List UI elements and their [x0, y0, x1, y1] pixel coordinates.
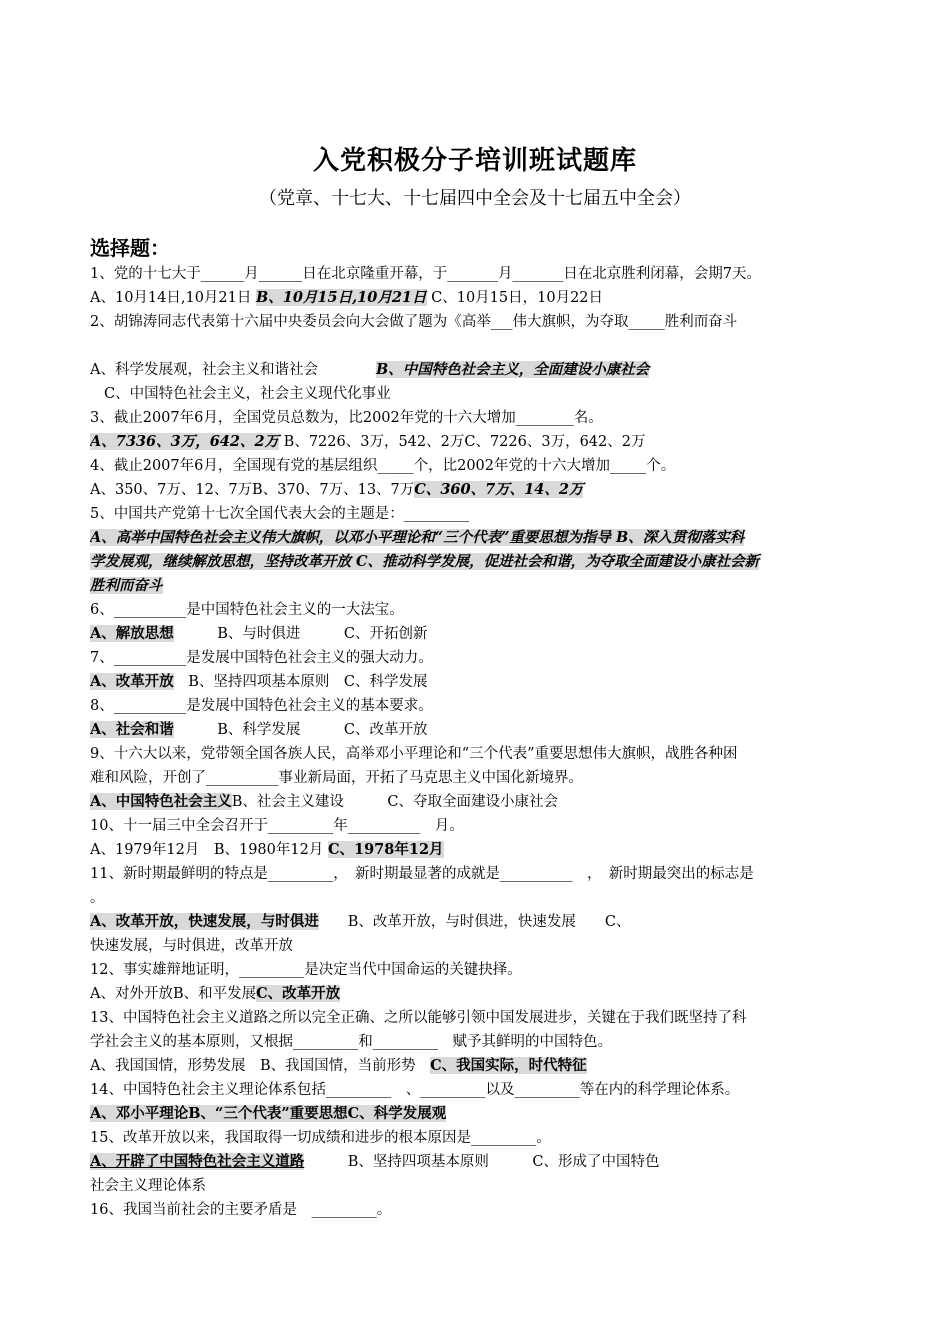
- text-segment: 12、事实雄辩地证明，_________是决定当代中国命运的关键抉择。: [90, 962, 522, 978]
- text-segment: 4、截止2007年6月，全国现有党的基层组织_____个，比2002年党的十六大增加_____个。: [90, 458, 676, 474]
- text-segment: C、10月15日，10月22日: [426, 290, 604, 306]
- text-line: [90, 958, 865, 982]
- text-segment: 快速发展，与时俱进，改革开放: [90, 938, 293, 954]
- text-segment: A、1979年12月 B、1980年12月: [90, 842, 328, 858]
- answer-highlight: 胜利而奋斗: [90, 577, 163, 594]
- text-line: [90, 430, 865, 454]
- text-line: [90, 574, 865, 598]
- answer-highlight: 学发展观，继续解放思想，坚持改革开放 C、推动科学发展，促进社会和谐，为夺取全面建设小康社会新: [90, 553, 760, 570]
- text-segment: 14、中国特色社会主义理论体系包括_________ 、_________以及_________等在内的科学理论体系。: [90, 1082, 740, 1098]
- text-line: [90, 502, 865, 526]
- text-line: [90, 1198, 865, 1222]
- text-segment: A、科学发展观，社会主义和谐社会: [90, 362, 376, 378]
- text-segment: 。: [90, 890, 105, 906]
- text-segment: 难和风险，开创了__________事业新局面，开拓了马克思主义中国化新境界。: [90, 770, 583, 786]
- text-line: [90, 934, 865, 958]
- text-line: [90, 478, 865, 502]
- answer-highlight: A、7336、3万，642、2万: [90, 433, 280, 450]
- answer-highlight: A、中国特色社会主义: [90, 793, 232, 810]
- text-line: [90, 1102, 865, 1126]
- text-line: [90, 1030, 865, 1054]
- question-list: [90, 262, 865, 1222]
- text-segment: B、7226、3万，542、2万C、7226、3万，642、2万: [279, 434, 646, 450]
- answer-highlight: C、改革开放: [256, 985, 341, 1002]
- answer-highlight: C、360、7万、14、2万: [414, 481, 584, 498]
- text-line: [90, 1006, 865, 1030]
- text-line: [90, 406, 865, 430]
- text-line: [90, 262, 865, 286]
- text-line: [90, 1078, 865, 1102]
- text-segment: 15、改革开放以来，我国取得一切成绩和进步的根本原因是_________。: [90, 1130, 551, 1146]
- text-segment: A、我国国情，形势发展 B、我国国情，当前形势: [90, 1058, 431, 1074]
- answer-highlight: A、高举中国特色社会主义伟大旗帜，以邓小平理论和“三个代表”重要思想为指导 B、深入贯彻落实科: [90, 529, 745, 546]
- text-line: [90, 646, 865, 670]
- text-segment: A、对外开放B、和平发展: [90, 986, 257, 1002]
- text-segment: A、10月14日,10月21日: [90, 290, 256, 306]
- text-segment: B、科学发展 C、改革开放: [173, 722, 428, 738]
- text-line: [90, 718, 865, 742]
- answer-highlight: A、解放思想: [90, 625, 174, 642]
- text-line: [90, 694, 865, 718]
- text-line: [90, 526, 865, 550]
- text-line: [90, 742, 865, 766]
- text-line: [90, 598, 865, 622]
- text-line: [90, 286, 865, 310]
- text-line: [90, 766, 865, 790]
- text-line: [90, 670, 865, 694]
- document-title: 入党积极分子培训班试题库: [312, 146, 637, 176]
- text-segment: 5、中国共产党第十七次全国代表大会的主题是：_________: [90, 506, 469, 522]
- text-line: [90, 790, 865, 814]
- text-segment: B、坚持四项基本原则 C、形成了中国特色: [304, 1154, 660, 1170]
- text-line: [90, 310, 865, 334]
- text-segment: B、社会主义建设 C、夺取全面建设小康社会: [231, 794, 558, 810]
- text-segment: B、改革开放，与时俱进，快速发展 C、: [318, 914, 631, 930]
- text-segment: 学社会主义的基本原则，又根据_________和_________ 赋予其鲜明的中国特色。: [90, 1034, 612, 1050]
- text-segment: C、中国特色社会主义，社会主义现代化事业: [104, 386, 391, 402]
- text-segment: 8、__________是发展中国特色社会主义的基本要求。: [90, 698, 433, 714]
- text-line: [90, 862, 865, 886]
- text-line: [90, 1054, 865, 1078]
- text-segment: B、与时俱进 C、开拓创新: [173, 626, 428, 642]
- text-line: [90, 982, 865, 1006]
- text-segment: 16、我国当前社会的主要矛盾是 _________。: [90, 1202, 392, 1218]
- text-line: [90, 550, 865, 574]
- text-segment: 6、__________是中国特色社会主义的一大法宝。: [90, 602, 404, 618]
- text-line: [90, 814, 865, 838]
- text-segment: 7、__________是发展中国特色社会主义的强大动力。: [90, 650, 433, 666]
- text-line: [90, 838, 865, 862]
- text-segment: 11、新时期最鲜明的特点是_________， 新时期最显著的成就是__________ ， 新时期最突出的标志是: [90, 866, 754, 882]
- text-segment: 社会主义理论体系: [90, 1178, 206, 1194]
- text-segment: B、坚持四项基本原则 C、科学发展: [173, 674, 428, 690]
- text-segment: 1、党的十七大于______月______日在北京隆重开幕，于_______月_______日在北京胜利闭幕，会期7天。: [90, 266, 761, 282]
- text-line: [90, 1126, 865, 1150]
- answer-highlight: C、我国实际，时代特征: [430, 1057, 587, 1074]
- document-subtitle: （党章、十七大、十七届四中全会及十七届五中全会）: [259, 188, 691, 209]
- text-segment: A、350、7万、12、7万B、370、7万、13、7万: [90, 482, 415, 498]
- answer-highlight: B、10月15日,10月21日: [256, 289, 427, 306]
- text-line: [90, 622, 865, 646]
- section-heading: 选择题：: [90, 236, 170, 260]
- answer-highlight: B、中国特色社会主义，全面建设小康社会: [375, 361, 650, 378]
- text-line: [90, 334, 865, 358]
- answer-highlight: C、1978年12月: [327, 841, 444, 858]
- text-segment: 3、截止2007年6月，全国党员总数为，比2002年党的十六大增加________名。: [90, 410, 603, 426]
- text-line: [90, 1174, 865, 1198]
- text-segment: 10、十一届三中全会召开于_________年__________ 月。: [90, 818, 464, 834]
- text-segment: 9、十六大以来，党带领全国各族人民，高举邓小平理论和“三个代表”重要思想伟大旗帜，战胜各种困: [90, 746, 738, 762]
- answer-highlight: A、改革开放，快速发展，与时俱进: [90, 913, 319, 930]
- answer-highlight: A、开辟了中国特色社会主义道路: [90, 1153, 305, 1170]
- text-line: [90, 454, 865, 478]
- text-segment: 2、胡锦涛同志代表第十六届中央委员会向大会做了题为《高举___伟大旗帜，为夺取_____胜利而奋斗: [90, 314, 738, 330]
- text-line: [90, 1150, 865, 1174]
- text-line: [90, 910, 865, 934]
- text-line: [90, 382, 865, 406]
- text-segment: 13、中国特色社会主义道路之所以完全正确、之所以能够引领中国发展进步，关键在于我们既坚持了科: [90, 1010, 747, 1026]
- answer-highlight: A、邓小平理论B、“三个代表”重要思想C、科学发展观: [90, 1105, 447, 1122]
- answer-highlight: A、社会和谐: [90, 721, 174, 738]
- text-line: [90, 886, 865, 910]
- text-line: [90, 358, 865, 382]
- answer-highlight: A、改革开放: [90, 673, 174, 690]
